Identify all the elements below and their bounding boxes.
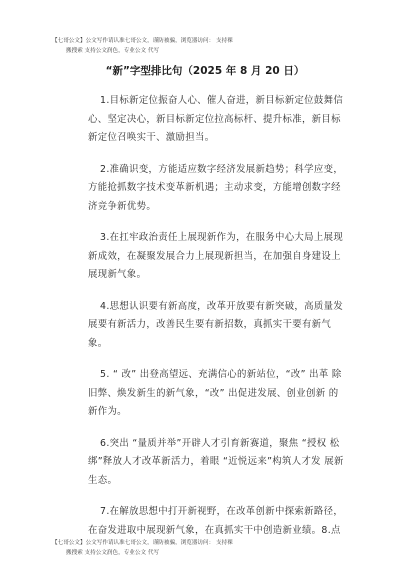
- paragraph-2-text: 2.准确识变，方能适应数字经济发展新趋势；科学应变，方能抢抓数字技术变革新机遇；主动求变，方能增创数字经济竞争新优势。: [88, 163, 344, 212]
- paragraph-2: [88, 161, 344, 217]
- paragraph-3: [88, 229, 344, 285]
- header-line-1: 【七哥公文】公文写作请认准七哥公文，谨防被骗，浏览器访问： 支持裸: [52, 38, 233, 44]
- page-footer: [52, 538, 372, 558]
- page-header: [52, 36, 372, 56]
- paragraph-7-text: 7.在解放思想中打开新视野，在改革创新中探索新路径，在奋发进取中展现新气象，在真抓实干中创造新业绩。8.点: [88, 506, 344, 536]
- document-title: “新”字型排比句（2025 年 8 月 20 日）: [105, 65, 305, 77]
- paragraph-1: [88, 92, 344, 148]
- paragraph-6: [88, 435, 344, 491]
- paragraph-4: [88, 298, 344, 354]
- paragraph-3-text: 3.在扛牢政治责任上展现新作为，在服务中心大局上展现新成效，在凝聚发展合力上展现新担当，在加强自身建设上展现新气象。: [88, 232, 344, 280]
- document-body: [88, 92, 344, 553]
- paragraph-7: [88, 503, 344, 540]
- footer-line-2: 搬搜索 支持公文润色，专业公文 代写: [66, 550, 160, 556]
- paragraph-1-text: 1.目标新定位振奋人心、催人奋进，新目标新定位鼓舞信心、坚定决心，新目标新定位拉高标杆、提升标准，新目标新定位召唤实干、激励担当。: [88, 95, 344, 143]
- header-line-2: 搬搜索 支持公文润色，专业公文 代写: [66, 48, 160, 54]
- paragraph-6-text: 6.突出 “量质并举”开辟人才引育新赛道，聚焦 “授权 松绑”释放人才改革新活力，着眼 “近悦远来”构筑人才发 展新生态。: [88, 437, 344, 486]
- paragraph-5-text: 5. “ 改” 出登高望远、充满信心的新站位，“改” 出革 除旧弊、焕发新生的新气象，“改” 出促进发展、创业创新 的新作为。: [88, 369, 342, 417]
- paragraph-4-text: 4.思想认识要有新高度，改革开放要有新突破，高质量发展要有新活力，改善民生要有新招数，真抓实干要有新气象。: [88, 300, 344, 349]
- paragraph-5: [88, 366, 344, 422]
- footer-line-1: 【七哥公文】公文写作请认准七哥公文，谨防被骗，浏览器访问： 支持裸: [52, 540, 233, 546]
